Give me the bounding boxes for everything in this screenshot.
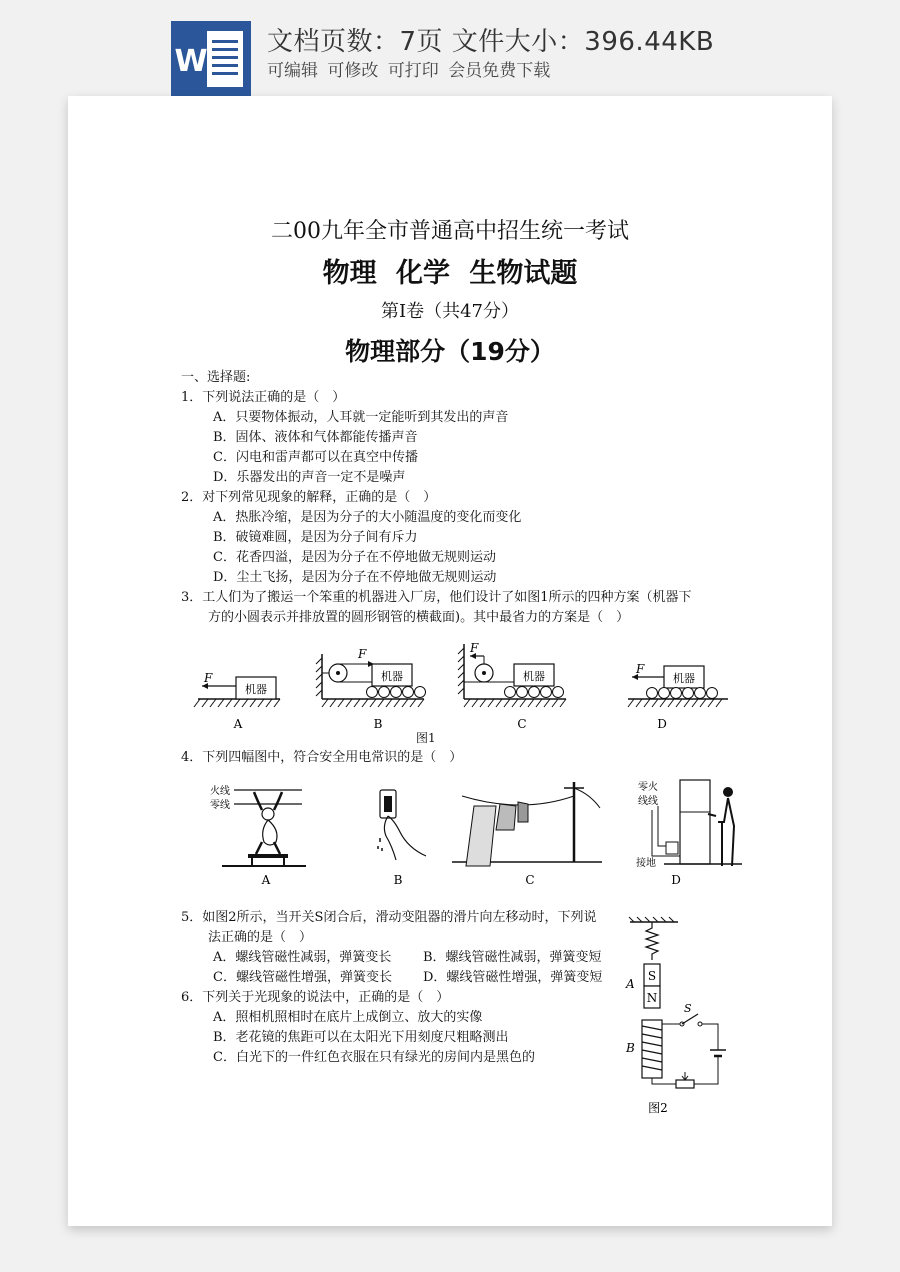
q5-stem-line2: 法正确的是（ ） [208,930,313,945]
fig1-c-machine: 机器 [523,670,545,683]
part-heading: 一、选择题: [181,370,251,385]
fig2-caption: 图2 [648,1101,668,1115]
fig2-label-b: B [626,1041,635,1055]
download-info-bar [0,0,900,96]
fig2-switch-label: S [684,1002,692,1015]
q4-d-ground: 接地 [636,858,656,869]
q6-stem: 6．下列关于光现象的说法中，正确的是（ ） [181,990,450,1005]
word-icon-letter: W [174,44,208,79]
q4-scene-b [378,790,426,887]
fig1-caption: 图1 [416,731,436,745]
fig1-scheme-b [316,647,426,731]
q3-stem-line1: 3．工人们为了搬运一个笨重的机器进入厂房，他们设计了如图1所示的四种方案（机器下 [181,590,692,605]
fig1-scheme-a [194,671,280,731]
fig1-label-d: D [657,717,667,731]
fig1-a-machine: 机器 [245,683,267,696]
fig2-spring [646,922,658,960]
q3-stem-line2: 方的小圆表示并排放置的圆形钢管的横截面)。其中最省力的方案是（ ） [208,610,630,625]
q4-label-c: C [525,873,535,887]
fig1-d-force: F [636,662,645,676]
q2-option-a: A．热胀冷缩，是因为分子的大小随温度的变化而变化 [213,510,522,525]
fig2-magnet-s: S [647,969,657,983]
q6-option-b: B．老花镜的焦距可以在太阳光下用刻度尺粗略测出 [213,1030,509,1045]
word-document-icon [171,21,251,96]
file-info: 文档页数：7页 文件大小：396.44KB [267,27,715,57]
fig1-d-machine: 机器 [673,672,695,685]
q5-option-b: B．螺线管磁性减弱，弹簧变短 [423,950,602,965]
q4-scene-d [636,780,742,887]
q1-option-b: B．固体、液体和气体都能传播声音 [213,430,418,445]
q6-option-c: C．白光下的一件红色衣服在只有绿光的房间内是黑色的 [213,1050,535,1065]
q1-option-c: C．闪电和雷声都可以在真空中传播 [213,450,418,465]
q4-a-live-wire: 火线 [210,786,230,797]
file-features: 可编辑 可修改 可打印 会员免费下载 [267,61,551,81]
q5-option-a: A．螺线管磁性减弱，弹簧变长 [213,950,392,965]
q6-option-a: A．照相机照相时在底片上成倒立、放大的实像 [213,1010,483,1025]
q4-d-wire: 线线 [638,796,658,807]
q4-label-d: D [671,873,681,887]
q5-stem-line1: 5．如图2所示，当开关S闭合后，滑动变阻器的滑片向左移动时，下列说 [181,910,597,925]
subject-title: 物理 化学 生物试题 [322,258,578,289]
volume-title: 第Ⅰ卷（共47分） [380,301,519,322]
q5-option-d: D．螺线管磁性增强，弹簧变短 [423,970,603,985]
q2-option-d: D．尘土飞扬，是因为分子在不停地做无规则运动 [213,570,497,585]
figure-2 [618,916,728,1116]
fig2-magnet-n: N [646,991,658,1005]
section-title: 物理部分（19分） [345,337,555,366]
figure-1 [188,636,748,746]
fig1-scheme-d [628,662,728,731]
q5-option-c: C．螺线管磁性增强，弹簧变长 [213,970,392,985]
q2-stem: 2．对下列常见现象的解释，正确的是（ ） [181,490,437,505]
q1-option-d: D．乐器发出的声音一定不是噪声 [213,470,406,485]
q4-label-b: B [393,873,403,887]
fig2-rheostat [676,1080,694,1088]
fig1-label-a: A [233,717,243,731]
fig1-c-force: F [470,641,479,655]
fig1-label-b: B [373,717,383,731]
q1-option-a: A．只要物体振动，人耳就一定能听到其发出的声音 [213,410,509,425]
q4-scene-a [210,784,306,887]
fig1-a-force: F [204,671,213,685]
fig1-b-machine: 机器 [381,670,403,683]
q4-label-a: A [261,873,271,887]
figure-q4 [202,776,742,896]
document-page [68,96,832,1226]
q4-scene-c [452,782,602,887]
q4-stem: 4．下列四幅图中，符合安全用电常识的是（ ） [181,750,463,765]
q4-a-neutral-wire: 零线 [210,800,230,811]
q2-option-c: C．花香四溢，是因为分子在不停地做无规则运动 [213,550,496,565]
exam-title: 二00九年全市普通高中招生统一考试 [271,219,629,244]
q4-d-live-neutral: 零火 [638,782,658,793]
fig2-label-a: A [626,977,635,991]
fig1-scheme-c [458,641,566,731]
fig1-b-force: F [358,647,367,661]
q1-stem: 1．下列说法正确的是（ ） [181,390,346,405]
q2-option-b: B．破镜难圆，是因为分子间有斥力 [213,530,418,545]
fig1-label-c: C [517,717,527,731]
